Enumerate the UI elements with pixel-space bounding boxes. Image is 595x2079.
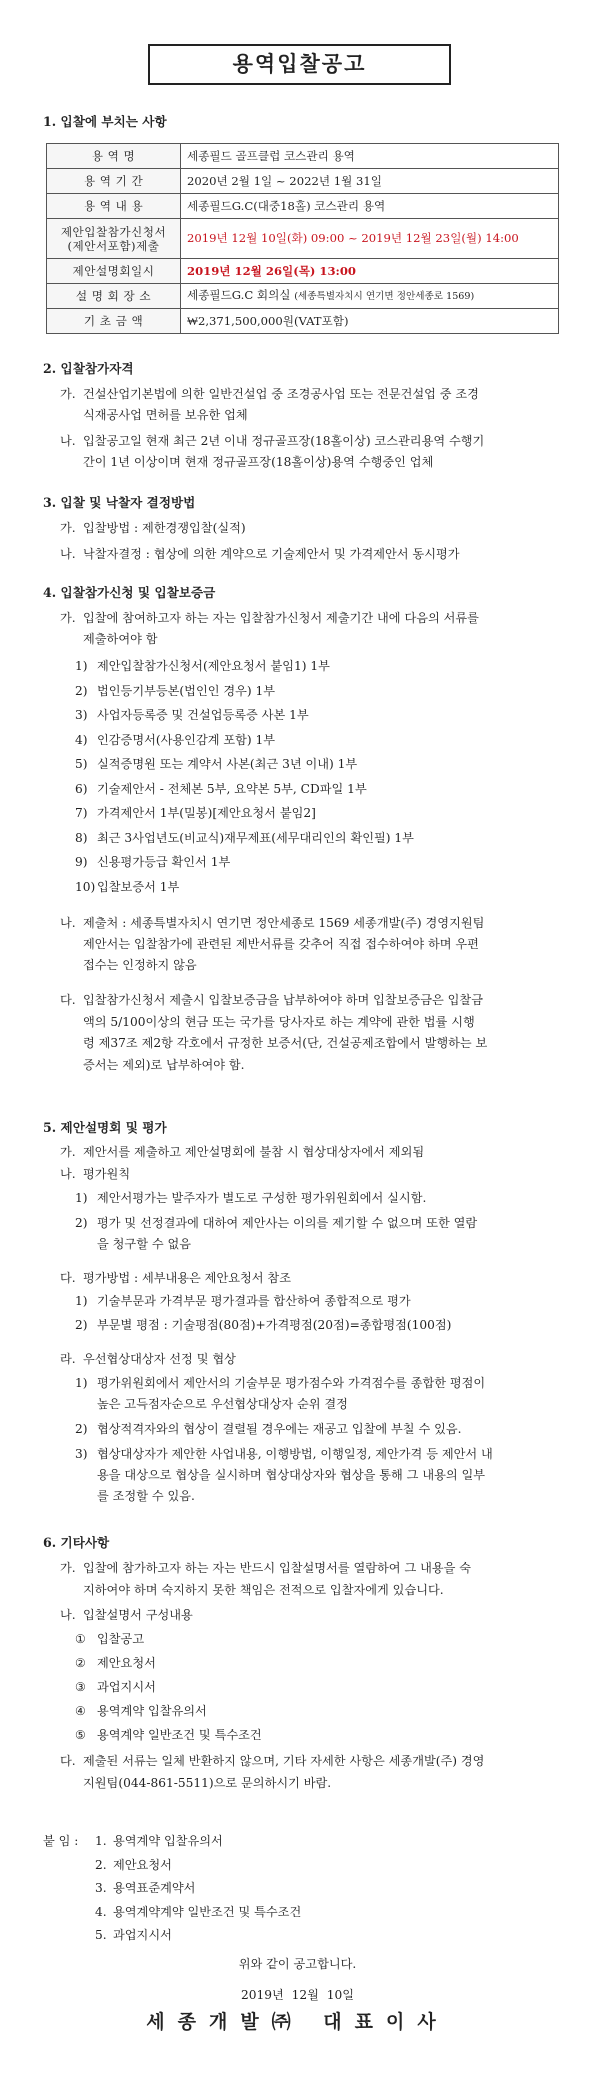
- signature: 세종개발㈜ 대표이사: [146, 2011, 449, 2033]
- manual-contents-list: [60, 1627, 560, 1747]
- list-item: [75, 1213, 560, 1255]
- row-label: 설 명 회 장 소: [47, 284, 181, 309]
- table-row: [47, 219, 559, 259]
- item-number: ①: [75, 1632, 86, 1646]
- table-row: [47, 194, 559, 219]
- item-number: 1.: [95, 1834, 107, 1848]
- item-text: 과업지시서: [113, 1928, 172, 1942]
- clause-ga: [60, 1142, 560, 1162]
- clause-text: 입찰방법 : 제한경쟁입찰(실적): [83, 521, 246, 535]
- section-4-heading: 4. 입찰참가신청 및 입찰보증금: [43, 585, 216, 600]
- list-item: [75, 679, 560, 704]
- closing-statement: 위와 같이 공고합니다.: [238, 1957, 357, 1971]
- clause-marker: 다.: [60, 1754, 76, 1768]
- clause-text: 령 제37조 제2항 각호에서 규정한 보증서(단, 건설공제조합에서 발행하는 보: [83, 1036, 488, 1050]
- item-text: 사업자등록증 및 건설업등록증 사본 1부: [97, 708, 309, 722]
- clause-marker: 라.: [60, 1352, 76, 1366]
- list-item: [75, 1675, 560, 1699]
- item-number: 8): [75, 830, 88, 845]
- item-number: 3.: [95, 1881, 107, 1895]
- row-value: 세종필드 골프클럽 코스관리 용역: [181, 144, 559, 169]
- item-text: 용역계약 입찰유의서: [97, 1704, 207, 1718]
- list-item: [75, 1291, 560, 1312]
- clause-text: 지하여야 하며 숙지하지 못한 책임은 전적으로 입찰자에게 있습니다.: [83, 1582, 444, 1597]
- item-text: 를 조정할 수 있음.: [97, 1489, 195, 1503]
- clause-text: 제안서는 입찰참가에 관련된 제반서류를 갖추어 직접 접수하여야 하며 우편: [83, 937, 479, 951]
- clause-text: 입찰설명서 구성내용: [83, 1608, 193, 1622]
- item-number: 1): [75, 1376, 88, 1390]
- clause-text: 평가방법 : 세부내용은 제안요청서 참조: [83, 1271, 291, 1285]
- list-item: [75, 1188, 560, 1209]
- section-5-body: [60, 1142, 560, 1507]
- clause-text: 평가원칙: [83, 1167, 131, 1181]
- clause-marker: 나.: [60, 1608, 76, 1622]
- clause-marker: 나.: [60, 916, 76, 930]
- item-text: 기술부문과 가격부문 평가결과를 합산하여 종합적으로 평가: [97, 1294, 411, 1308]
- item-text: 용역계약 입찰유의서: [113, 1834, 223, 1848]
- item-text: 과업지시서: [97, 1680, 156, 1694]
- clause-text: 제안서를 제출하고 제안설명회에 불참 시 협상대상자에서 제외됨: [83, 1145, 425, 1159]
- clause-marker: 가.: [60, 611, 76, 625]
- item-number: ②: [75, 1656, 86, 1670]
- item-number: 2.: [95, 1857, 107, 1872]
- clause-text: 제출된 서류는 일체 반환하지 않으며, 기타 자세한 사항은 세종개발(주) 경영: [83, 1754, 485, 1768]
- row-value: [181, 284, 559, 309]
- row-label-line: 제안입찰참가신청서: [60, 224, 167, 239]
- item-number: ⑤: [75, 1728, 86, 1742]
- list-item: [75, 777, 560, 802]
- item-text: 용을 대상으로 협상을 실시하며 협상대상자와 협상을 통해 그 내용의 일부: [97, 1468, 486, 1482]
- item-text: 부문별 평점 : 기술평점(80점)+가격평점(20점)=종합평점(100점): [97, 1318, 452, 1332]
- clause-na: [60, 431, 560, 473]
- row-label: [47, 219, 181, 259]
- list-item: [75, 801, 560, 826]
- attachment-list: [43, 1830, 563, 1948]
- item-text: 용역계약 일반조건 및 특수조건: [97, 1728, 262, 1742]
- clause-text: 제출처 : 세종특별자치시 연기면 정안세종로 1569 세종개발(주) 경영지원팀: [83, 916, 485, 930]
- table-row: [47, 259, 559, 284]
- clause-text: 지원팀(044-861-5511)으로 문의하시기 바람.: [83, 1775, 332, 1790]
- row-value: 세종필드G.C(대중18홀) 코스관리 용역: [181, 194, 559, 219]
- clause-marker: 가.: [60, 521, 76, 535]
- clause-marker: 다.: [60, 993, 76, 1007]
- item-number: 7): [75, 806, 88, 820]
- item-number: 1): [75, 1294, 88, 1308]
- item-text: 신용평가등급 확인서 1부: [97, 855, 231, 869]
- clause-text: 입찰에 참여하고자 하는 자는 입찰참가신청서 제출기간 내에 다음의 서류를: [83, 611, 479, 625]
- table-row: [47, 309, 559, 334]
- item-text: 인감증명서(사용인감계 포함) 1부: [97, 732, 276, 747]
- item-text: 제안입찰참가신청서(제안요청서 붙임1) 1부: [97, 659, 330, 673]
- page-title: 용역입찰공고: [148, 44, 451, 85]
- list-item: [75, 703, 560, 728]
- row-value: ₩2,371,500,000원(VAT포함): [181, 309, 559, 334]
- clause-text: 제출하여야 함: [83, 632, 158, 646]
- clause-marker: 나.: [60, 434, 76, 448]
- list-item: [95, 1924, 301, 1948]
- clause-marker: 가.: [60, 387, 76, 401]
- item-text: 협상대상자가 제안한 사업내용, 이행방법, 이행일정, 제안가격 등 제안서 내: [97, 1447, 493, 1461]
- item-text: 제안서평가는 발주자가 별도로 구성한 평가위원회에서 실시함.: [97, 1191, 427, 1205]
- list-item: [75, 850, 560, 875]
- item-number: 2): [75, 1216, 88, 1230]
- table-row: [47, 144, 559, 169]
- venue-name: 세종필드G.C 회의실: [187, 288, 291, 302]
- clause-marker: 다.: [60, 1271, 76, 1285]
- row-label: 용 역 기 간: [47, 169, 181, 194]
- bid-info-table: [46, 143, 559, 334]
- clause-marker: 가.: [60, 1561, 76, 1575]
- item-number: 3): [75, 708, 88, 722]
- item-number: 1): [75, 659, 88, 673]
- clause-na: [60, 1605, 560, 1625]
- list-item: [75, 1627, 560, 1651]
- clause-text: 우선협상대상자 선정 및 협상: [83, 1352, 236, 1366]
- row-value: 2019년 12월 26일(목) 13:00: [181, 259, 559, 284]
- list-item: [75, 875, 560, 900]
- table-row: [47, 169, 559, 194]
- item-text: 기술제안서 - 전체본 5부, 요약본 5부, CD파일 1부: [97, 781, 367, 796]
- clause-na: [60, 1164, 560, 1184]
- section-1-heading: 1. 입찰에 부치는 사항: [43, 114, 167, 129]
- item-text: 제안요청서: [97, 1656, 156, 1670]
- item-number: 2): [75, 683, 88, 698]
- list-item: [75, 1723, 560, 1747]
- attachments-label: 붙 임 :: [43, 1834, 79, 1848]
- section-2-heading: 2. 입찰참가자격: [43, 361, 134, 376]
- row-label-line: (제안서포함)제출: [67, 238, 160, 253]
- item-text: 용역표준계약서: [113, 1881, 196, 1895]
- list-item: [75, 654, 560, 679]
- item-number: 4): [75, 732, 88, 747]
- item-number: ③: [75, 1680, 86, 1694]
- clause-text: 입찰참가신청서 제출시 입찰보증금을 납부하여야 하며 입찰보증금은 입찰금: [83, 993, 483, 1007]
- row-label: 용 역 내 용: [47, 194, 181, 219]
- list-item: [75, 1419, 560, 1440]
- clause-ra: [60, 1349, 560, 1369]
- section-6-body: [60, 1558, 560, 1794]
- item-number: 3): [75, 1447, 88, 1461]
- clause-na: [60, 544, 560, 565]
- clause-text: 낙찰자결정 : 협상에 의한 계약으로 기술제안서 및 가격제안서 동시평가: [83, 547, 460, 561]
- list-item: [75, 1315, 560, 1336]
- item-text: 제안요청서: [113, 1857, 172, 1872]
- list-item: [95, 1830, 301, 1854]
- clause-text: 간이 1년 이상이며 현재 정규골프장(18홀이상)용역 수행중인 업체: [83, 455, 434, 469]
- clause-ga: [60, 518, 560, 539]
- item-text: 높은 고득점자순으로 우선협상대상자 순위 결정: [97, 1397, 348, 1411]
- row-label: 기 초 금 액: [47, 309, 181, 334]
- section-4-body: [60, 608, 560, 1076]
- section-6-heading: 6. 기타사항: [43, 1535, 110, 1550]
- item-text: 실적증명원 또는 계약서 사본(최근 3년 이내) 1부: [97, 757, 358, 771]
- clause-marker: 나.: [60, 1167, 76, 1181]
- item-text: 최근 3사업년도(비교식)재무제표(세무대리인의 확인필) 1부: [97, 830, 414, 845]
- item-text: 용역계약계약 일반조건 및 특수조건: [113, 1904, 302, 1919]
- item-number: 10): [75, 879, 96, 894]
- table-row: [47, 284, 559, 309]
- clause-text: 식재공사업 면허를 보유한 업체: [83, 408, 248, 422]
- section-5-heading: 5. 제안설명회 및 평가: [43, 1120, 167, 1135]
- item-number: 2): [75, 1422, 88, 1436]
- section-2-body: [60, 384, 560, 473]
- item-number: 1): [75, 1191, 88, 1205]
- list-item: [75, 1651, 560, 1675]
- list-item: [75, 1444, 560, 1507]
- clause-ga: [60, 1558, 560, 1601]
- row-label: 제안설명회일시: [47, 259, 181, 284]
- document-list: [60, 654, 560, 899]
- list-item: [75, 826, 560, 851]
- list-item: [75, 752, 560, 777]
- item-text: 평가위원회에서 제안서의 기술부문 평가점수와 가격점수를 종합한 평점이: [97, 1376, 486, 1390]
- clause-da: [60, 990, 560, 1076]
- item-text: 협상적격자와의 협상이 결렬될 경우에는 재공고 입찰에 부칠 수 있음.: [97, 1422, 462, 1436]
- item-number: 9): [75, 855, 88, 869]
- clause-na: [60, 913, 560, 976]
- clause-ga: [60, 608, 560, 650]
- item-text: 입찰보증서 1부: [97, 879, 180, 894]
- item-text: 을 청구할 수 없음: [97, 1237, 192, 1251]
- venue-address: (세종특별자치시 연기면 정안세종로 1569): [294, 291, 475, 302]
- clause-text: 건설산업기본법에 의한 일반건설업 중 조경공사업 또는 전문건설업 중 조경: [83, 387, 479, 401]
- attachment-items: [95, 1830, 301, 1948]
- item-number: ④: [75, 1704, 86, 1718]
- row-value: 2020년 2월 1일 ~ 2022년 1월 31일: [181, 169, 559, 194]
- row-label: 용 역 명: [47, 144, 181, 169]
- item-text: 입찰공고: [97, 1632, 145, 1646]
- clause-marker: 나.: [60, 547, 76, 561]
- clause-marker: 가.: [60, 1145, 76, 1159]
- list-item: [95, 1877, 301, 1901]
- list-item: [95, 1901, 301, 1925]
- attachments: [43, 1830, 563, 1948]
- item-number: 4.: [95, 1904, 107, 1919]
- clause-text: 입찰에 참가하고자 하는 자는 반드시 입찰설명서를 열람하여 그 내용을 숙: [83, 1561, 472, 1575]
- section-3-heading: 3. 입찰 및 낙찰자 결정방법: [43, 495, 196, 510]
- list-item: [75, 728, 560, 753]
- clause-text: 증서는 제외)로 납부하여야 함.: [83, 1057, 245, 1072]
- item-number: 2): [75, 1318, 88, 1332]
- clause-text: 입찰공고일 현재 최근 2년 이내 정규골프장(18홀이상) 코스관리용역 수행기: [83, 434, 485, 448]
- item-text: 평가 및 선정결과에 대하여 제안사는 이의를 제기할 수 없으며 또한 열람: [97, 1216, 478, 1230]
- list-item: [75, 1699, 560, 1723]
- item-number: 5): [75, 757, 88, 771]
- item-number: 6): [75, 781, 88, 796]
- list-item: [75, 1373, 560, 1415]
- clause-ga: [60, 384, 560, 426]
- clause-da: [60, 1268, 560, 1288]
- clause-text: 접수는 인정하지 않음: [83, 958, 197, 972]
- item-text: 가격제안서 1부(밀봉)[제안요청서 붙임2]: [97, 806, 316, 820]
- section-3-body: [60, 518, 560, 565]
- row-value: 2019년 12월 10일(화) 09:00 ~ 2019년 12월 23일(월) 14:00: [181, 219, 559, 259]
- clause-da: [60, 1751, 560, 1794]
- clause-text: 액의 5/100이상의 현금 또는 국가를 당사자로 하는 계약에 관한 법률 시행: [83, 1014, 475, 1029]
- item-number: 5.: [95, 1928, 107, 1942]
- item-text: 법인등기부등본(법인인 경우) 1부: [97, 683, 276, 698]
- announcement-date: 2019년 12월 10일: [240, 1988, 355, 2002]
- list-item: [95, 1854, 301, 1878]
